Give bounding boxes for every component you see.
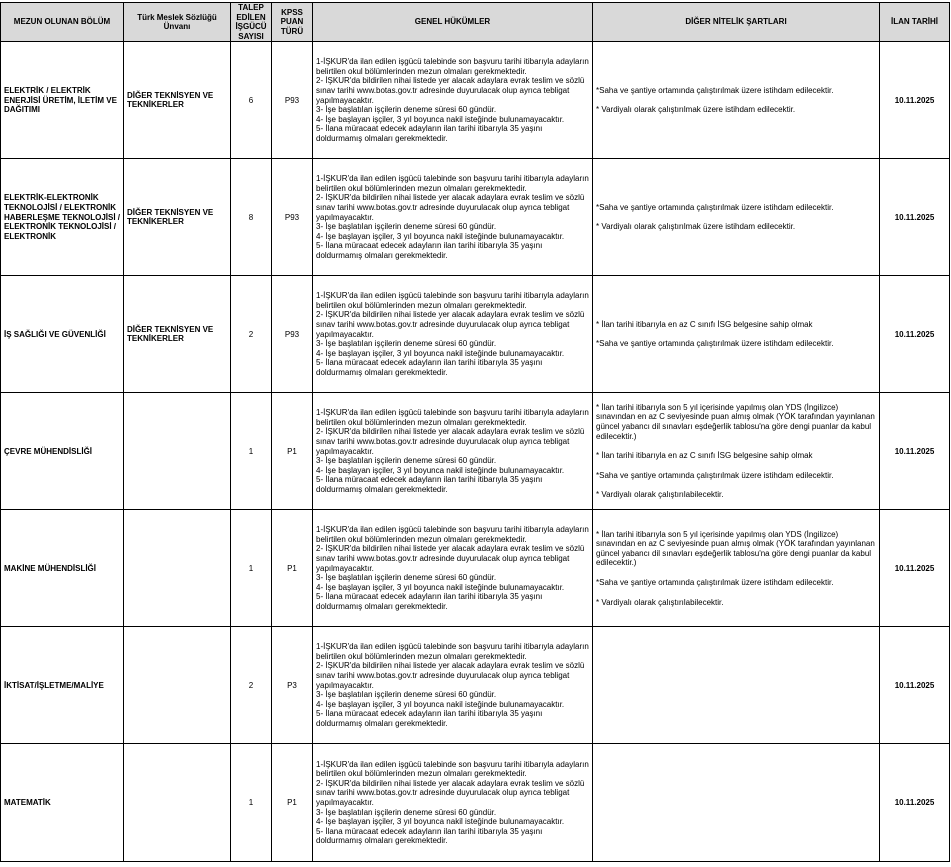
cell-ilan-tarihi: 10.11.2025 (880, 276, 950, 393)
diger-sart-item: *Saha ve şantiye ortamında çalıştırılmak üzere istihdam edilecektir. (596, 577, 834, 587)
genel-hukum-item: 2- İŞKUR'da bildirilen nihai listede yer alacak adaylara evrak teslim ve sözlü sınav tarihi www.botas.gov.tr adresinde duyurulacak olup ayrıca tebligat yapılmayacaktır. (316, 193, 585, 222)
genel-hukum-item: 4- İşe başlayan işçiler, 3 yıl boyunca nakil isteğinde bulunamayacaktır. (316, 817, 565, 827)
diger-sart-item: * Vardiyalı olarak çalıştırılmak üzere istihdam edilecektir. (596, 222, 796, 232)
header-kpss: KPSS PUAN TÜRÜ (272, 3, 313, 42)
cell-ilan-tarihi: 10.11.2025 (880, 42, 950, 159)
cell-kpss: P93 (272, 159, 313, 276)
cell-unvan (124, 627, 231, 744)
diger-sart-item: *Saha ve şantiye ortamında çalıştırılmak üzere istihdam edilecektir. (596, 339, 834, 349)
cell-kpss: P93 (272, 276, 313, 393)
genel-hukum-item: 5- İlana müracaat edecek adayların ilan tarihi itibarıyla 35 yaşını doldurmamış olmaları gerekmektedir. (316, 826, 543, 846)
header-unvan: Türk Meslek Sözlüğü Ünvanı (124, 3, 231, 42)
cell-unvan: DİĞER TEKNİSYEN VE TEKNİKERLER (124, 159, 231, 276)
genel-hukum-item: 3- İşe başlatılan işçilerin deneme süresi 60 gündür. (316, 690, 497, 700)
genel-hukum-item: 3- İşe başlatılan işçilerin deneme süresi 60 gündür. (316, 222, 497, 232)
genel-hukum-item: 1-İŞKUR'da ilan edilen işgücü talebinde son başvuru tarihi itibarıyla adayların belirtilen okul bölümlerinden mezun olmaları gerekmektedir. (316, 57, 589, 76)
cell-bolum: İŞ SAĞLIĞI VE GÜVENLİĞİ (1, 276, 124, 393)
cell-bolum: İKTİSAT/İŞLETME/MALİYE (1, 627, 124, 744)
header-row (1, 3, 950, 42)
genel-hukum-item: 4- İşe başlayan işçiler, 3 yıl boyunca nakil isteğinde bulunamayacaktır. (316, 114, 565, 124)
genel-hukum-item: 5- İlana müracaat edecek adayların ilan tarihi itibarıyla 35 yaşını doldurmamış olmaları gerekmektedir. (316, 124, 543, 143)
diger-sart-item: * Vardiyalı olarak çalıştırılmak üzere istihdam edilecektir. (596, 105, 796, 115)
job-listing-table (0, 2, 950, 862)
cell-bolum: ÇEVRE MÜHENDİSLİĞİ (1, 393, 124, 510)
cell-bolum: ELEKTRİK-ELEKTRONİK TEKNOLOJİSİ / ELEKTRONİK HABERLEŞME TEKNOLOJİSİ / ELEKTRONİK TEKNOLOJİSİ / ELEKTRONİK (1, 159, 124, 276)
cell-genel-hukumler (313, 159, 593, 276)
cell-kpss: P3 (272, 627, 313, 744)
genel-hukum-item: 3- İşe başlatılan işçilerin deneme süresi 60 gündür. (316, 807, 497, 817)
cell-bolum: ELEKTRİK / ELEKTRİK ENERJİSİ ÜRETİM, İLETİM VE DAĞITIMI (1, 42, 124, 159)
cell-diger-sartlar (593, 276, 880, 393)
header-genel: GENEL HÜKÜMLER (313, 3, 593, 42)
header-tarih: İLAN TARİHİ (880, 3, 950, 42)
genel-hukum-item: 2- İŞKUR'da bildirilen nihai listede yer alacak adaylara evrak teslim ve sözlü sınav tarihi www.botas.gov.tr adresinde duyurulacak olup ayrıca tebligat yapılmayacaktır. (316, 544, 585, 573)
cell-sayi: 6 (231, 42, 272, 159)
genel-hukum-item: 2- İŞKUR'da bildirilen nihai listede yer alacak adaylara evrak teslim ve sözlü sınav tarihi www.botas.gov.tr adresinde duyurulacak olup ayrıca tebligat yapılmayacaktır. (316, 427, 585, 456)
cell-ilan-tarihi: 10.11.2025 (880, 744, 950, 862)
table-row (1, 276, 950, 393)
cell-unvan (124, 510, 231, 627)
cell-genel-hukumler (313, 510, 593, 627)
genel-hukum-item: 3- İşe başlatılan işçilerin deneme süresi 60 gündür. (316, 456, 497, 466)
cell-sayi: 8 (231, 159, 272, 276)
cell-sayi: 1 (231, 393, 272, 510)
cell-ilan-tarihi: 10.11.2025 (880, 510, 950, 627)
cell-genel-hukumler (313, 42, 593, 159)
diger-sart-item: *Saha ve şantiye ortamında çalıştırılmak üzere istihdam edilecektir. (596, 470, 834, 480)
table-row (1, 42, 950, 159)
diger-sart-item: * İlan tarihi itibarıyla en az C sınıfı İSG belgesine sahip olmak (596, 319, 813, 329)
cell-diger-sartlar (593, 627, 880, 744)
cell-bolum: MATEMATİK (1, 744, 124, 862)
genel-hukum-item: 1-İŞKUR'da ilan edilen işgücü talebinde son başvuru tarihi itibarıyla adayların belirtilen okul bölümlerinden mezun olmaları gerekmektedir. (316, 291, 589, 310)
genel-hukum-item: 3- İşe başlatılan işçilerin deneme süresi 60 gündür. (316, 105, 497, 115)
table-row (1, 510, 950, 627)
genel-hukum-item: 5- İlana müracaat edecek adayların ilan tarihi itibarıyla 35 yaşını doldurmamış olmaları gerekmektedir. (316, 475, 543, 494)
genel-hukum-item: 1-İŞKUR'da ilan edilen işgücü talebinde son başvuru tarihi itibarıyla adayların belirtilen okul bölümlerinden mezun olmaları gerekmektedir. (316, 759, 589, 779)
genel-hukum-item: 3- İşe başlatılan işçilerin deneme süresi 60 gündür. (316, 573, 497, 583)
cell-sayi: 1 (231, 744, 272, 862)
cell-bolum: MAKİNE MÜHENDİSLİĞİ (1, 510, 124, 627)
genel-hukum-item: 3- İşe başlatılan işçilerin deneme süresi 60 gündür. (316, 339, 497, 349)
diger-sart-item: *Saha ve şantiye ortamında çalıştırılmak üzere istihdam edilecektir. (596, 202, 834, 212)
cell-ilan-tarihi: 10.11.2025 (880, 393, 950, 510)
cell-unvan: DİĞER TEKNİSYEN VE TEKNİKERLER (124, 276, 231, 393)
diger-sart-item: *Saha ve şantiye ortamında çalıştırılmak üzere istihdam edilecektir. (596, 85, 834, 95)
genel-hukum-item: 4- İşe başlayan işçiler, 3 yıl boyunca nakil isteğinde bulunamayacaktır. (316, 465, 565, 475)
cell-diger-sartlar (593, 744, 880, 862)
cell-sayi: 2 (231, 627, 272, 744)
genel-hukum-item: 5- İlana müracaat edecek adayların ilan tarihi itibarıyla 35 yaşını doldurmamış olmaları gerekmektedir. (316, 241, 543, 260)
table-row (1, 627, 950, 744)
cell-unvan (124, 393, 231, 510)
genel-hukum-item: 2- İŞKUR'da bildirilen nihai listede yer alacak adaylara evrak teslim ve sözlü sınav tarihi www.botas.gov.tr adresinde duyurulacak olup ayrıca tebligat yapılmayacaktır. (316, 661, 585, 690)
cell-kpss: P1 (272, 510, 313, 627)
cell-diger-sartlar (593, 42, 880, 159)
table-row (1, 393, 950, 510)
table-row (1, 159, 950, 276)
cell-sayi: 2 (231, 276, 272, 393)
genel-hukum-item: 1-İŞKUR'da ilan edilen işgücü talebinde son başvuru tarihi itibarıyla adayların belirtilen okul bölümlerinden mezun olmaları gerekmektedir. (316, 525, 589, 544)
header-bolum: MEZUN OLUNAN BÖLÜM (1, 3, 124, 42)
genel-hukum-item: 1-İŞKUR'da ilan edilen işgücü talebinde son başvuru tarihi itibarıyla adayların belirtilen okul bölümlerinden mezun olmaları gerekmektedir. (316, 408, 589, 427)
cell-diger-sartlar (593, 159, 880, 276)
cell-ilan-tarihi: 10.11.2025 (880, 627, 950, 744)
cell-genel-hukumler (313, 627, 593, 744)
genel-hukum-item: 5- İlana müracaat edecek adayların ilan tarihi itibarıyla 35 yaşını doldurmamış olmaları gerekmektedir. (316, 358, 543, 377)
table-row (1, 744, 950, 862)
cell-kpss: P1 (272, 744, 313, 862)
header-sayi: TALEP EDİLEN İŞGÜCÜ SAYISI (231, 3, 272, 42)
genel-hukum-item: 5- İlana müracaat edecek adayların ilan tarihi itibarıyla 35 yaşını doldurmamış olmaları gerekmektedir. (316, 592, 543, 611)
cell-ilan-tarihi: 10.11.2025 (880, 159, 950, 276)
genel-hukum-item: 4- İşe başlayan işçiler, 3 yıl boyunca nakil isteğinde bulunamayacaktır. (316, 231, 565, 241)
genel-hukum-item: 2- İŞKUR'da bildirilen nihai listede yer alacak adaylara evrak teslim ve sözlü sınav tarihi www.botas.gov.tr adresinde duyurulacak olup ayrıca tebligat yapılmayacaktır. (316, 310, 585, 339)
diger-sart-item: * İlan tarihi itibarıyla son 5 yıl içerisinde yapılmış olan YDS (İngilizce) sınavından en az C seviyesinde puan almış olmak (YÖK tarafından yayınlanan güncel yabancı dil sınavları eşdeğerlik tablosu'na göre dengi puanlar da kabul edilecektir.) (596, 529, 875, 568)
table-body (1, 42, 950, 862)
cell-diger-sartlar (593, 393, 880, 510)
genel-hukum-item: 1-İŞKUR'da ilan edilen işgücü talebinde son başvuru tarihi itibarıyla adayların belirtilen okul bölümlerinden mezun olmaları gerekmektedir. (316, 642, 589, 661)
genel-hukum-item: 4- İşe başlayan işçiler, 3 yıl boyunca nakil isteğinde bulunamayacaktır. (316, 582, 565, 592)
cell-kpss: P93 (272, 42, 313, 159)
cell-genel-hukumler (313, 393, 593, 510)
genel-hukum-item: 2- İŞKUR'da bildirilen nihai listede yer alacak adaylara evrak teslim ve sözlü sınav tarihi www.botas.gov.tr adresinde duyurulacak olup ayrıca tebligat yapılmayacaktır. (316, 76, 585, 105)
genel-hukum-item: 4- İşe başlayan işçiler, 3 yıl boyunca nakil isteğinde bulunamayacaktır. (316, 348, 565, 358)
header-diger: DİĞER NİTELİK ŞARTLARI (593, 3, 880, 42)
genel-hukum-item: 2- İŞKUR'da bildirilen nihai listede yer alacak adaylara evrak teslim ve sözlü sınav tarihi www.botas.gov.tr adresinde duyurulacak olup ayrıca tebligat yapılmayacaktır. (316, 778, 585, 808)
cell-kpss: P1 (272, 393, 313, 510)
cell-sayi: 1 (231, 510, 272, 627)
genel-hukum-item: 4- İşe başlayan işçiler, 3 yıl boyunca nakil isteğinde bulunamayacaktır. (316, 699, 565, 709)
cell-genel-hukumler (313, 276, 593, 393)
diger-sart-item: * Vardiyalı olarak çalıştırılabilecektir. (596, 490, 724, 500)
cell-unvan: DİĞER TEKNİSYEN VE TEKNİKERLER (124, 42, 231, 159)
diger-sart-item: * İlan tarihi itibarıyla en az C sınıfı İSG belgesine sahip olmak (596, 451, 813, 461)
genel-hukum-item: 1-İŞKUR'da ilan edilen işgücü talebinde son başvuru tarihi itibarıyla adayların belirtilen okul bölümlerinden mezun olmaları gerekmektedir. (316, 174, 589, 193)
cell-diger-sartlar (593, 510, 880, 627)
cell-genel-hukumler (313, 744, 593, 862)
cell-unvan (124, 744, 231, 862)
genel-hukum-item: 5- İlana müracaat edecek adayların ilan tarihi itibarıyla 35 yaşını doldurmamış olmaları gerekmektedir. (316, 709, 543, 728)
diger-sart-item: * İlan tarihi itibarıyla son 5 yıl içerisinde yapılmış olan YDS (İngilizce) sınavından en az C seviyesinde puan almış olmak (YÖK tarafından yayınlanan güncel yabancı dil sınavları eşdeğerlik tablosu'na göre dengi puanlar da kabul edilecektir.) (596, 402, 875, 441)
diger-sart-item: * Vardiyalı olarak çalıştırılabilecektir. (596, 597, 724, 607)
